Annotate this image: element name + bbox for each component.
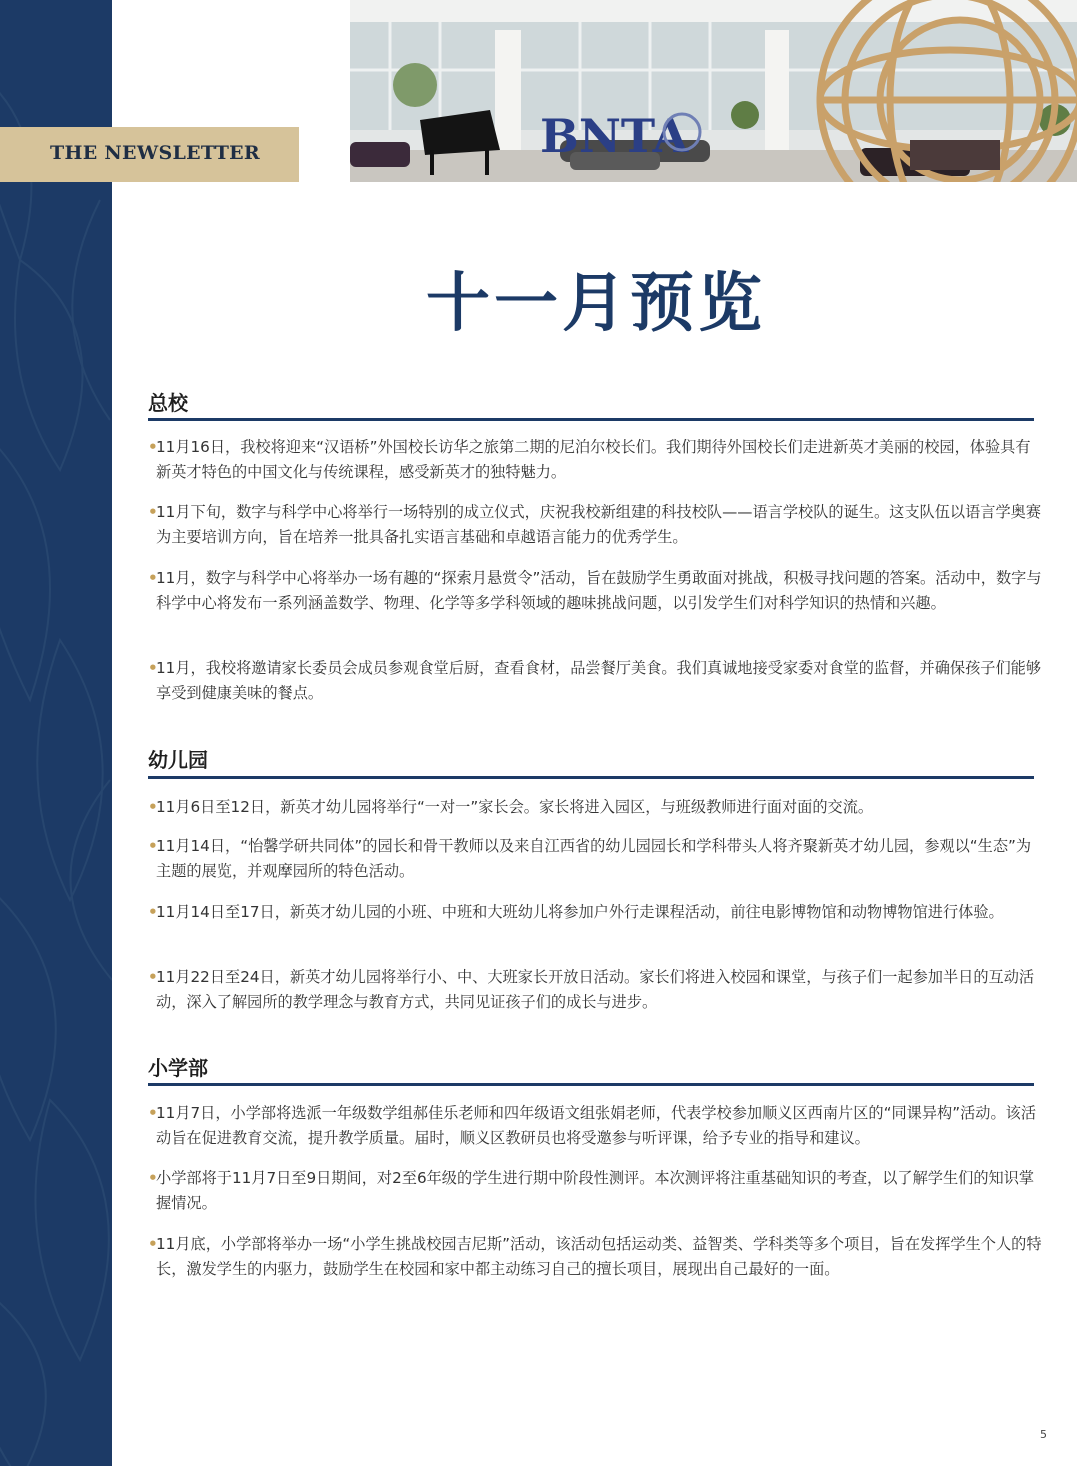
sidebar-decoration — [0, 0, 112, 1466]
bullet-icon: • — [148, 837, 158, 855]
bullet-icon: • — [148, 503, 158, 521]
bullet-icon: • — [148, 438, 158, 456]
list-item: • 小学部将于11月7日至9日期间，对2至6年级的学生进行期中阶段性测评。本次测评将注重基础知识的考查，以了解学生们的知识掌握情况。 — [148, 1166, 1044, 1216]
section-divider — [148, 418, 1034, 421]
page-number: 5 — [1040, 1428, 1047, 1441]
page-title: 十一月预览 — [426, 267, 766, 341]
list-item: • 11月14日，“怡馨学研共同体”的园长和骨干教师以及来自江西省的幼儿园园长和学科带头人将齐聚新英才幼儿园，参观以“生态”为主题的展览，并观摩园所的特色活动。 — [148, 834, 1044, 884]
list-item: • 11月7日，小学部将选派一年级数学组郝佳乐老师和四年级语文组张娟老师，代表学校参加顺义区西南片区的“同课异构”活动。该活动旨在促进教育交流，提升教学质量。届时，顺义区教研员也将受邀参与听评课，给予专业的指导和建议。 — [148, 1101, 1044, 1151]
bullet-icon: • — [148, 569, 158, 587]
lobby-photo-illustration — [350, 0, 1077, 182]
section-divider — [148, 1083, 1034, 1086]
section-heading-kindergarten: 幼儿园 — [148, 748, 208, 772]
list-item: • 11月下旬，数字与科学中心将举行一场特别的成立仪式，庆祝我校新组建的科技校队——语言学校队的诞生。这支队伍以语言学奥赛为主要培训方向，旨在培养一批具备扎实语言基础和卓越语言能力的优秀学生。 — [148, 500, 1044, 550]
list-item: • 11月14日至17日，新英才幼儿园的小班、中班和大班幼儿将参加户外行走课程活动，前往电影博物馆和动物博物馆进行体验。 — [148, 900, 1044, 925]
section-divider — [148, 776, 1034, 779]
header-photo — [350, 0, 1077, 182]
bnta-sign-text: BNTA — [540, 109, 689, 163]
newsletter-label: THE NEWSLETTER — [50, 142, 261, 164]
newsletter-banner — [0, 127, 299, 182]
bullet-icon: • — [148, 903, 158, 921]
bullet-icon: • — [148, 1104, 158, 1122]
lotus-pattern-icon — [0, 0, 112, 1466]
list-item: • 11月16日，我校将迎来“汉语桥”外国校长访华之旅第二期的尼泊尔校长们。我们期待外国校长们走进新英才美丽的校园，体验具有新英才特色的中国文化与传统课程，感受新英才的独特魅力。 — [148, 435, 1044, 485]
list-item: • 11月底，小学部将举办一场“小学生挑战校园吉尼斯”活动，该活动包括运动类、益智类、学科类等多个项目，旨在发挥学生个人的特长，激发学生的内驱力，鼓励学生在校园和家中都主动练习自己的擅长项目，展现出自己最好的一面。 — [148, 1232, 1044, 1282]
list-item: • 11月22日至24日，新英才幼儿园将举行小、中、大班家长开放日活动。家长们将进入校园和课堂，与孩子们一起参加半日的互动活动，深入了解园所的教学理念与教育方式，共同见证孩子们的成长与进步。 — [148, 965, 1044, 1015]
section-heading-headquarters: 总校 — [148, 391, 188, 415]
bullet-icon: • — [148, 798, 158, 816]
section-heading-primary-school: 小学部 — [148, 1056, 208, 1080]
list-item: • 11月6日至12日，新英才幼儿园将举行“一对一”家长会。家长将进入园区，与班级教师进行面对面的交流。 — [148, 795, 1044, 820]
list-item: • 11月，数字与科学中心将举办一场有趣的“探索月悬赏令”活动，旨在鼓励学生勇敢面对挑战，积极寻找问题的答案。活动中，数字与科学中心将发布一系列涵盖数学、物理、化学等多学科领域的趣味挑战问题，以引发学生们对科学知识的热情和兴趣。 — [148, 566, 1044, 616]
bullet-icon: • — [148, 1235, 158, 1253]
bullet-icon: • — [148, 659, 158, 677]
bullet-icon: • — [148, 968, 158, 986]
list-item: • 11月，我校将邀请家长委员会成员参观食堂后厨，查看食材，品尝餐厅美食。我们真诚地接受家委对食堂的监督，并确保孩子们能够享受到健康美味的餐点。 — [148, 656, 1044, 706]
bullet-icon: • — [148, 1169, 158, 1187]
